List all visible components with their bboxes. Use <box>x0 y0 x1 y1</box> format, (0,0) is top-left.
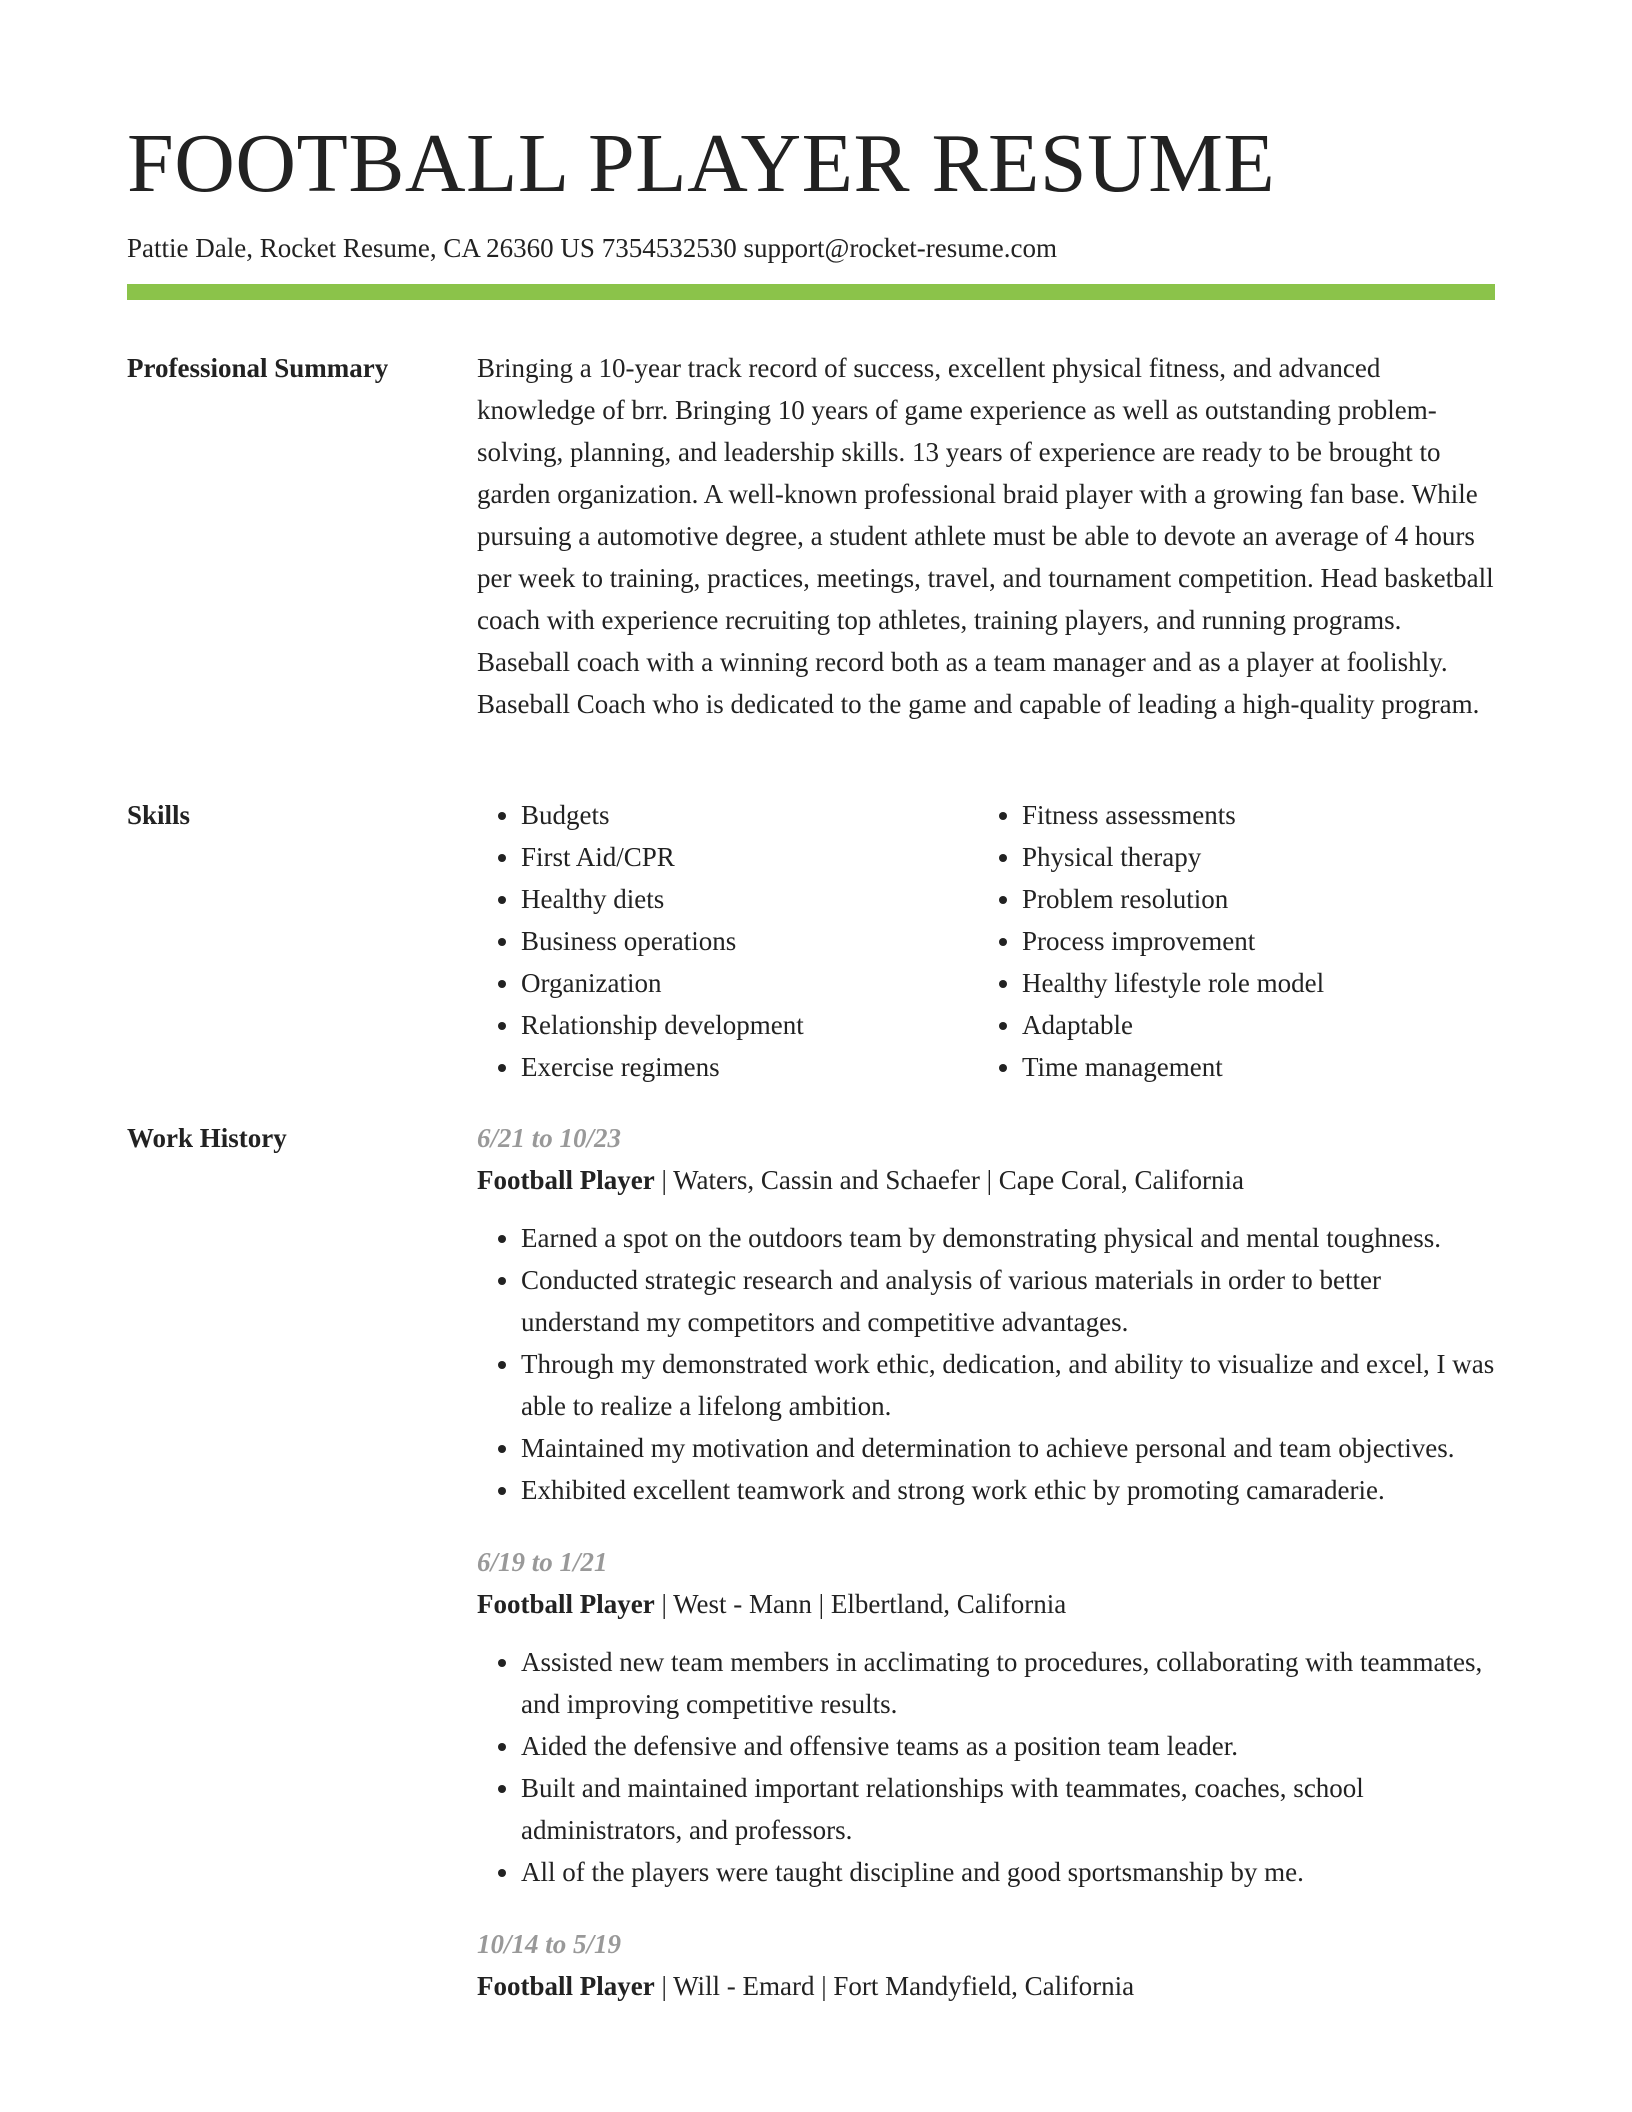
section-label-work-history: Work History <box>127 1123 287 1153</box>
job-title: Football Player <box>477 1165 655 1195</box>
job-bullet: • Assisted new team members in acclimating to procedures, collaborating with teammates, and improving competitive results. <box>521 1641 1495 1725</box>
job-bullet: • All of the players were taught discipline and good sportsmanship by me. <box>521 1851 1495 1893</box>
job-bullet: • Built and maintained important relationships with teammates, coaches, school administrators, and professors. <box>521 1767 1495 1851</box>
accent-divider <box>127 284 1495 300</box>
job-bullet: • Aided the defensive and offensive teams as a position team leader. <box>521 1725 1495 1767</box>
job-entry <box>477 1541 1495 1893</box>
skills-columns <box>477 794 1495 1088</box>
contact-line: Pattie Dale, Rocket Resume, CA 26360 US 7354532530 support@rocket-resume.com <box>127 233 1057 263</box>
summary-text: Bringing a 10-year track record of success, excellent physical fitness, and advanced knowledge of brr. Bringing 10 years of game experience as well as outstanding problem-solving, planning, and leadership skills. 13 years of experience are ready to be brought to garden organization. A well-known professional braid player with a growing fan base. While pursuing a automotive degree, a student athlete must be able to devote an average of 4 hours per week to training, practices, meetings, travel, and tournament competition. Head basketball coach with experience recruiting top athletes, training players, and running programs. Baseball coach with a winning record both as a team manager and as a player at foolishly. Baseball Coach who is dedicated to the game and capable of leading a high-quality program. <box>477 353 1494 719</box>
resume-title: FOOTBALL PLAYER RESUME <box>127 117 1276 210</box>
skill-item: • Budgets <box>521 794 978 836</box>
job-bullet: • Earned a spot on the outdoors team by demonstrating physical and mental toughness. <box>521 1217 1495 1259</box>
skill-item: • Fitness assessments <box>1022 794 1492 836</box>
job-dates: 6/19 to 1/21 <box>477 1547 608 1577</box>
job-bullet: • Exhibited excellent teamwork and strong work ethic by promoting camaraderie. <box>521 1469 1495 1511</box>
job-heading <box>477 1583 1495 1625</box>
skills-body <box>477 794 1495 1088</box>
job-dates: 10/14 to 5/19 <box>477 1929 622 1959</box>
job-bullet: • Conducted strategic research and analysis of various materials in order to better understand my competitors and competitive advantages. <box>521 1259 1495 1343</box>
skill-item: • Problem resolution <box>1022 878 1492 920</box>
skills-list-right <box>978 794 1492 1088</box>
job-dates: 6/21 to 10/23 <box>477 1123 622 1153</box>
job-bullet: • Through my demonstrated work ethic, dedication, and ability to visualize and excel, I was able to realize a lifelong ambition. <box>521 1343 1495 1427</box>
skill-item: • Adaptable <box>1022 1004 1492 1046</box>
job-title: Football Player <box>477 1971 655 2001</box>
job-bullets <box>477 1217 1495 1511</box>
skill-item: • Time management <box>1022 1046 1492 1088</box>
work-history-body <box>477 1117 1495 2037</box>
job-employer-location: | Will - Emard | Fort Mandyfield, California <box>654 1971 1135 2001</box>
skill-item: • Process improvement <box>1022 920 1492 962</box>
skills-list-left <box>477 794 978 1088</box>
job-employer-location: | Waters, Cassin and Schaefer | Cape Coral, California <box>654 1165 1244 1195</box>
job-title: Football Player <box>477 1589 655 1619</box>
skill-item: • Business operations <box>521 920 978 962</box>
summary-body <box>477 347 1495 725</box>
skill-item: • Relationship development <box>521 1004 978 1046</box>
skill-item: • Physical therapy <box>1022 836 1492 878</box>
job-bullet: • Maintained my motivation and determination to achieve personal and team objectives. <box>521 1427 1495 1469</box>
job-entry <box>477 1117 1495 1511</box>
job-entry <box>477 1923 1495 2007</box>
skill-item: • Healthy lifestyle role model <box>1022 962 1492 1004</box>
section-label-skills: Skills <box>127 800 191 830</box>
job-heading <box>477 1159 1495 1201</box>
job-bullets <box>477 1641 1495 1893</box>
job-heading <box>477 1965 1495 2007</box>
skill-item: • Exercise regimens <box>521 1046 978 1088</box>
skill-item: • First Aid/CPR <box>521 836 978 878</box>
section-label-summary: Professional Summary <box>127 353 389 383</box>
skill-item: • Organization <box>521 962 978 1004</box>
skill-item: • Healthy diets <box>521 878 978 920</box>
job-employer-location: | West - Mann | Elbertland, California <box>654 1589 1067 1619</box>
